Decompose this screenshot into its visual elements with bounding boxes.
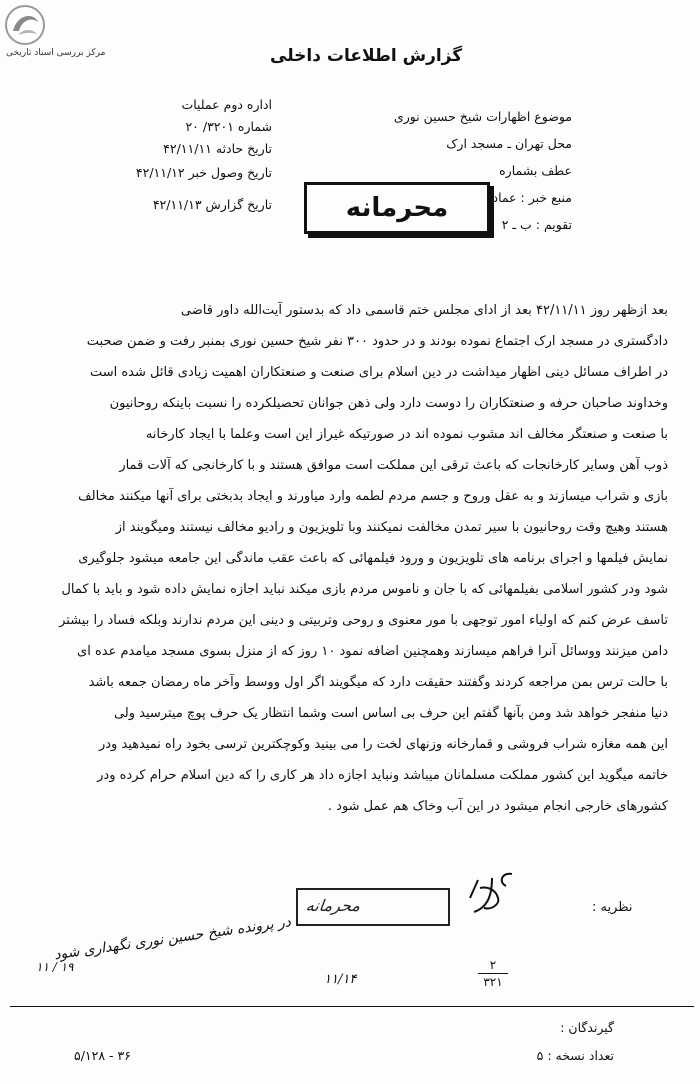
department-field: اداره دوم عملیات (181, 97, 272, 112)
body-line: هستند وهیچ وقت روحانیون با سیر تمدن مخالفت نمیکنند وبا تلویزیون و رادیو مخالف نیستند ومیگویند از (115, 520, 668, 535)
body-line: این همه مغازه شراب فروشی و قمارخانه وزنهای لخت را می بینید وکوچکترین ترسی بخود راه نمیدهید ودر (98, 737, 668, 752)
body-line: بعد ازظهر روز ۴۲/۱۱/۱۱ بعد از ادای مجلس ختم قاسمی داد که بدستور آیت‌الله داور قاضی (180, 303, 668, 318)
fraction-top: ۲ (489, 958, 497, 972)
body-line: تاسف عرض کنم که اولیاء امور توجهی با مور معنوی و روحی وتربیتی و دینی این مردم ندارند وبلکه فساد را بیشتر (59, 613, 668, 628)
body-line: با حالت ترس بمن مراجعه کردند وگفتند حقیقت دارد که میگویند اگر اول ووسط وآخر ماه رمضان جمعه باشد (88, 675, 668, 690)
report-date-field: تاریخ گزارش ۴۲/۱۱/۱۳ (152, 197, 272, 212)
signature-stamp (296, 888, 450, 926)
handwritten-date: ۱۱/۱۴ (324, 972, 357, 987)
body-line: ذوب آهن وسایر کارخانجات که باعث ترقی این مملکت است موافق هستند و با کارخانجی که آلات قمار (119, 458, 668, 473)
body-line: وخداوند صاحبان حرفه و صنعتکاران را دوست دارد ولی ذهن جوانان تحصیلکرده را نسبت باینکه روحانیون (109, 396, 668, 411)
body-line: دادگستری در مسجد ارک اجتماع نموده بودند و در حدود ۳۰۰ نفر شیخ حسین نوری بمنبر رفت و ضمن صحبت (86, 334, 668, 349)
document-code: ۵/۱۲۸ - ۳۶ (74, 1048, 131, 1063)
page-title: گزارش اطلاعات داخلی (270, 46, 463, 66)
report-body (28, 295, 668, 822)
body-line: دامن میزنند ووسائل آنرا فراهم میسازند وهمچنین اضافه نمود ۱۰ روز که از منزل بسوی مسجد میامدم عده ای (77, 644, 668, 659)
body-line: شود ودر کشور اسلامی بفیلمهائی که با جان و ناموس مردم بازی میکند نباید اجازه نمایش داده شود و باید با کمال (61, 582, 668, 597)
archive-fraction (478, 958, 508, 989)
copies-field: تعداد نسخه : ۵ (536, 1048, 614, 1063)
footer-divider (10, 1006, 694, 1007)
number-field: شماره ۳۲۰۱/ ۲۰ (185, 119, 272, 134)
body-line: کشورهای خارجی انجام میشود در این آب وخاک هم عمل شود . (327, 799, 668, 814)
confidential-stamp: محرمانه (304, 182, 490, 234)
body-line: در اطراف مسائل دینی اظهار میداشت در دین اسلام برای صنعت و صنعتکاران اهمیت زیادی قائل شده است (89, 365, 668, 380)
location-field: محل تهران ـ مسجد ارک (446, 136, 572, 151)
body-line: با صنعت و صنعتگر مخالف اند مشوب نموده اند در صورتیکه غیراز این است وعلما با ایجاد کارخانه (145, 427, 668, 442)
recipients-field: گیرندگان : (560, 1020, 614, 1035)
event-date-field: تاریخ حادثه ۴۲/۱۱/۱۱ (163, 141, 272, 156)
note-label: نظریه : (592, 900, 633, 915)
signature-scribble (462, 868, 522, 922)
fraction-bottom: ۳۲۱ (483, 975, 503, 989)
archive-logo-icon (4, 4, 46, 46)
handwritten-note: در پرونده شیخ حسین نوری نگهداری شود (53, 914, 292, 964)
body-line: خاتمه میگوید این کشور مملکت مسلمانان میباشد ونباید اجازه داد هر کاری را که دین اسلام حرام کرده ودر (97, 768, 668, 783)
margin-note: ۱۹ / ۱۱ (36, 960, 74, 974)
body-line: دنیا منفجر خواهد شد ومن بآنها گفتم این حرف بی اساس است وشما انتظار یک حرف پوچ میترسید ولی (113, 706, 668, 721)
body-line: نمایش فیلمها و اجرای برنامه های تلویزیون و ورود فیلمهائی که باعث عقب ماندگی این جامعه میشود جلوگیری (78, 551, 668, 566)
logo-caption: مرکز بررسی اسناد تاریخی (6, 48, 106, 58)
source-field: منبع خبر : عماد (492, 190, 572, 205)
subject-field: موضوع اظهارات شیخ حسین نوری (393, 109, 572, 124)
signature-stamp-text: محرمانه (304, 896, 362, 915)
body-line: بازی و شراب میسازند و به عقل وروح و جسم مردم لطمه وارد میاورند و ایجاد بدبختی برای آنها میکنند مخالف (78, 489, 668, 504)
reference-field: عطف بشماره (499, 163, 572, 178)
rating-field: تقویم : ب ـ ۲ (501, 217, 572, 232)
received-date-field: تاریخ وصول خبر ۴۲/۱۱/۱۲ (135, 165, 272, 180)
fraction-divider (478, 973, 508, 974)
